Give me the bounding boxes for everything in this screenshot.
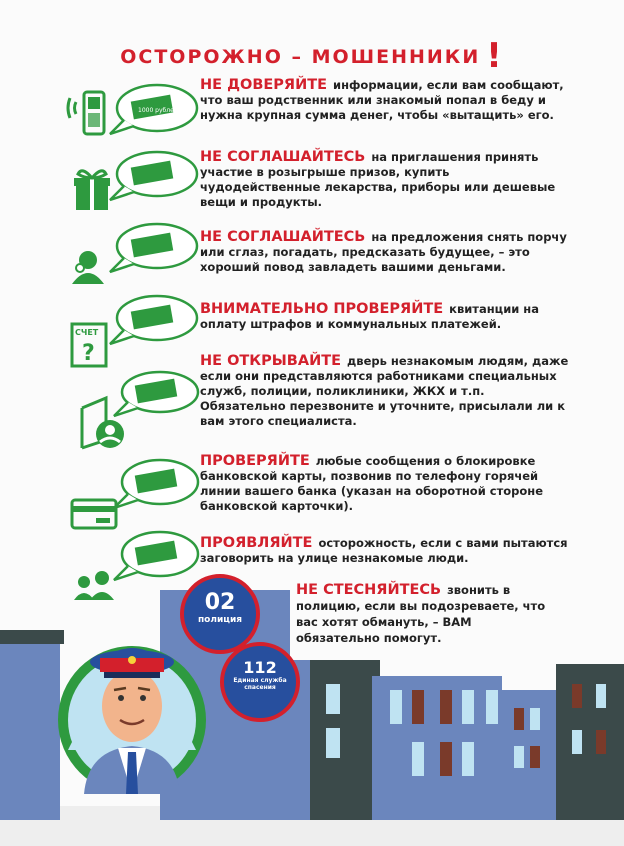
warning-item <box>200 302 570 332</box>
warning-item <box>200 78 570 123</box>
warning-item <box>200 354 570 429</box>
final-text: звонить в полицию, если вы подозреваете, что вас хотят обмануть, – ВАМ обязательно помогут. <box>296 583 546 645</box>
rescue-number: 112 <box>243 658 277 677</box>
warning-heading: НЕ ДОВЕРЯЙТЕ <box>200 77 328 93</box>
police-number: 02 <box>204 590 236 615</box>
warning-text: на предложения снять порчу или сглаз, погадать, предсказать будущее, – это хороший повод завладеть вашими деньгами. <box>200 230 567 274</box>
warning-text: на приглашения принять участие в розыгрыше призов, купить чудодейственные лекарства, приборы или дешевые вещи и продукты. <box>200 150 556 209</box>
warning-item <box>200 536 570 566</box>
police-label: полиция <box>197 615 243 625</box>
final-heading: НЕ СТЕСНЯЙТЕСЬ <box>296 582 442 598</box>
policeman-icon <box>58 646 206 794</box>
warning-text: любые сообщения о блокировке банковской карты, позвонив по телефону горячей линии вашего банка (указан на оборотной стороне банковской карточки). <box>200 454 544 513</box>
money-label: 1000 рублей <box>138 107 178 114</box>
fortune-teller-icon <box>62 222 202 292</box>
invoice-icon <box>62 292 202 372</box>
warning-item <box>200 230 570 275</box>
warning-text: дверь незнакомым людям, даже если они представляются работниками специальных служб, полиции, поликлиники, ЖКХ и т.п. Обязательно перезвоните и уточните, присылали ли к вам этого специалиста. <box>200 354 569 428</box>
gift-icon <box>62 148 202 218</box>
warning-heading: НЕ СОГЛАШАЙТЕСЬ <box>200 149 366 165</box>
final-advice <box>296 582 556 646</box>
warning-text: информации, если вам сообщают, что ваш родственник или знакомый попал в беду и нужна крупная сумма денег, чтобы «вытащить» его. <box>200 78 564 122</box>
svg-text:?: ? <box>82 341 95 366</box>
warning-heading: НЕ ОТКРЫВАЙТЕ <box>200 353 342 369</box>
police-number-badge <box>180 574 260 654</box>
title-text: ОСТОРОЖНО – МОШЕННИКИ <box>120 46 481 68</box>
poster-title <box>0 32 624 76</box>
warning-text: осторожность, если с вами пытаются заговорить на улице незнакомые люди. <box>200 536 568 565</box>
warning-item <box>200 454 570 514</box>
bank-card-icon <box>62 456 202 531</box>
phone-icon <box>62 78 202 148</box>
warning-text: квитанции на оплату штрафов и коммунальных платежей. <box>200 302 540 331</box>
warning-heading: ПРОЯВЛЯЙТЕ <box>200 535 313 551</box>
rescue-number-badge <box>220 642 300 722</box>
warning-item <box>200 150 570 210</box>
warning-heading: ВНИМАТЕЛЬНО ПРОВЕРЯЙТЕ <box>200 301 444 317</box>
warning-heading: НЕ СОГЛАШАЙТЕСЬ <box>200 229 366 245</box>
door-icon <box>62 368 202 458</box>
rescue-label: Единая служба спасения <box>233 677 287 691</box>
invoice-label: СЧЕТ <box>75 328 99 337</box>
warning-heading: ПРОВЕРЯЙТЕ <box>200 453 310 469</box>
title-exclamation: ! <box>486 36 504 76</box>
